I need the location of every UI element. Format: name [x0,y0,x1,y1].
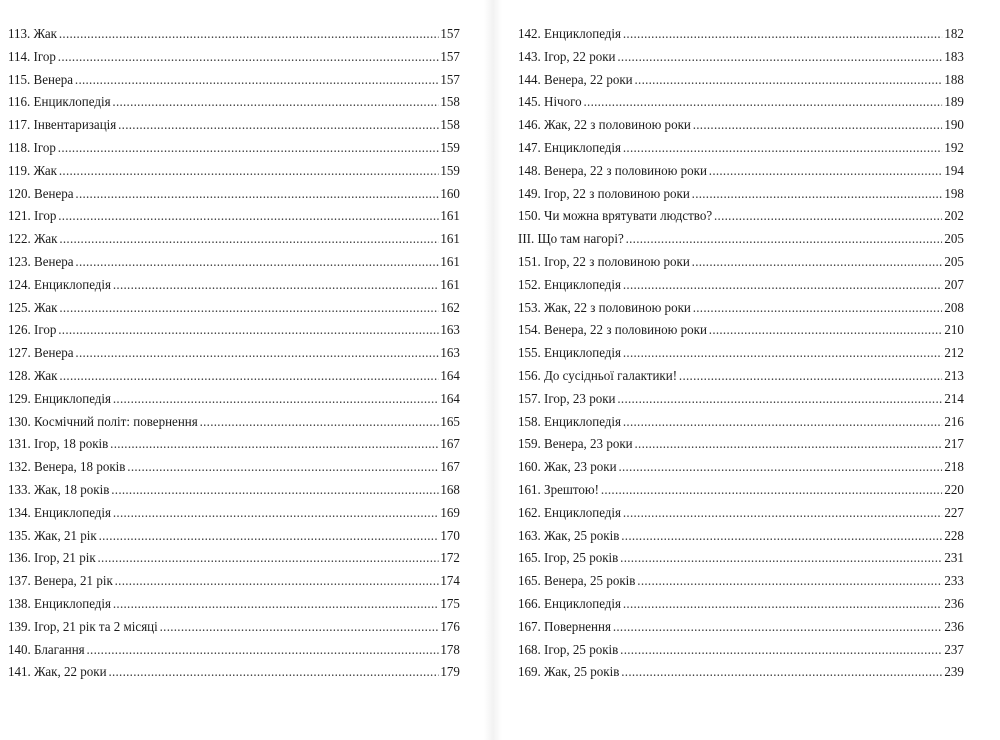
toc-entry [518,457,964,480]
dot-leader [634,70,942,93]
toc-entry-title: 146. Жак, 22 з половиною роки [518,118,691,134]
toc-entry-title: 141. Жак, 22 роки [8,665,107,681]
toc-entry-title: 130. Космічний політ: повернення [8,414,198,430]
dot-leader [626,229,943,252]
toc-entry-page: 162 [440,300,460,316]
toc-entry-page: 157 [440,72,460,88]
toc-entry-page: 239 [944,665,964,681]
toc-entry-page: 208 [944,300,964,316]
toc-entry [8,343,460,366]
toc-entry-title: 159. Венера, 23 роки [518,437,633,453]
toc-entry-title: 167. Повернення [518,619,611,635]
toc-entry-page: 237 [944,642,964,658]
toc-entry-title: 163. Жак, 25 років [518,528,620,544]
dot-leader [623,412,943,435]
toc-entry-title: 149. Ігор, 22 з половиною роки [518,186,690,202]
dot-leader [58,47,439,70]
toc-entry [8,70,460,93]
toc-entry-title: 166. Енциклопедія [518,596,622,612]
toc-entry-page: 189 [944,95,964,111]
toc-entry [8,206,460,229]
toc-entry-title: 122. Жак [8,232,58,248]
toc-entry [8,24,460,47]
toc-entry-page: 213 [944,368,964,384]
dot-leader [679,366,943,389]
toc-entry [8,503,460,526]
toc-entry-page: 165 [440,414,460,430]
toc-entry-page: 168 [440,482,460,498]
toc-entry [518,366,964,389]
toc-entry-page: 233 [944,574,964,590]
toc-entry [8,571,460,594]
dot-leader [621,662,942,685]
dot-leader [113,275,439,298]
dot-leader [692,184,943,207]
toc-entry-title: 126. Ігор [8,323,57,339]
toc-entry [8,161,460,184]
toc-entry-title: 162. Енциклопедія [518,505,622,521]
dot-leader [692,252,943,275]
toc-entry-page: 194 [944,163,964,179]
toc-entry-title: 124. Енциклопедія [8,277,112,293]
toc-entry-page: 163 [440,346,460,362]
dot-leader [58,206,438,229]
toc-entry [518,480,964,503]
toc-entry [8,252,460,275]
toc-entry-page: 207 [944,277,964,293]
toc-entry-page: 167 [440,437,460,453]
toc-entry [518,503,964,526]
dot-leader [623,343,943,366]
book-gutter [484,0,502,740]
toc-entry-title: 154. Венера, 22 з половиною роки [518,323,707,339]
toc-entry [518,640,964,663]
toc-entry-page: 231 [944,551,964,567]
dot-leader [620,640,942,663]
toc-entry [518,161,964,184]
toc-entry-page: 158 [440,118,460,134]
toc-entry-title: 139. Ігор, 21 рік та 2 місяці [8,619,158,635]
toc-entry [8,47,460,70]
toc-entry-title: 140. Благання [8,642,85,658]
toc-entry [518,617,964,640]
dot-leader [59,161,439,184]
toc-entry [518,252,964,275]
toc-entry [518,115,964,138]
toc-entry-page: 183 [944,49,964,65]
dot-leader [693,298,943,321]
dot-leader [693,115,943,138]
toc-entry-page: 178 [440,642,460,658]
dot-leader [113,503,439,526]
dot-leader [714,206,942,229]
toc-entry [518,184,964,207]
dot-leader [59,298,438,321]
toc-entry-title: 113. Жак [8,27,58,42]
toc-entry-title: 153. Жак, 22 з половиною роки [518,300,691,316]
toc-entry-title: 161. Зрештою! [518,482,599,498]
toc-entry-page: 236 [944,619,964,635]
dot-leader [620,548,942,571]
toc-entry-title: 118. Ігор [8,140,56,156]
dot-leader [112,92,438,115]
toc-entry [518,548,964,571]
toc-entry-title: 147. Енциклопедія [518,140,622,156]
toc-entry [518,434,964,457]
dot-leader [98,548,439,571]
dot-leader [75,184,438,207]
dot-leader [623,138,943,161]
toc-entry-page: 198 [944,186,964,202]
dot-leader [110,434,438,457]
toc-entry-title: 121. Ігор [8,209,57,225]
toc-entry-page: 190 [944,118,964,134]
dot-leader [617,47,942,70]
dot-leader [709,161,943,184]
toc-entry [8,662,460,685]
dot-leader [623,275,943,298]
toc-entry [518,412,964,435]
toc-entry-page: 227 [944,505,964,521]
dot-leader [58,138,439,161]
dot-leader [75,70,439,93]
dot-leader [87,640,439,663]
toc-entry-title: 168. Ігор, 25 років [518,642,619,658]
toc-entry-title: 145. Нічого [518,95,582,111]
toc-entry-title: 125. Жак [8,300,58,316]
toc-entry-page: 174 [440,574,460,590]
toc-entry-page: 157 [440,27,460,42]
toc-entry-title: 131. Ігор, 18 років [8,437,109,453]
toc-entry-title: 128. Жак [8,368,58,384]
toc-entry [8,412,460,435]
dot-leader [621,526,942,549]
dot-leader [113,389,439,412]
toc-entry [8,640,460,663]
toc-entry [8,115,460,138]
toc-entry-page: 160 [440,186,460,202]
dot-leader [115,571,439,594]
toc-entry-page: 202 [944,209,964,225]
toc-entry [8,92,460,115]
toc-entry-page: 158 [440,95,460,111]
toc-entry-page: 217 [944,437,964,453]
dot-leader [127,457,438,480]
toc-entry-page: 159 [440,140,460,156]
toc-entry-title: 157. Ігор, 23 роки [518,391,616,407]
toc-entry-page: 164 [440,391,460,407]
toc-right-column [518,24,964,685]
toc-entry [518,24,964,47]
dot-leader [160,617,439,640]
toc-entry-title: 150. Чи можна врятувати людство? [518,209,713,225]
toc-entry-title: III. Що там нагорі? [518,232,624,248]
dot-leader [623,24,943,47]
toc-entry-title: 117. Інвентаризація [8,118,117,134]
dot-leader [613,617,943,640]
toc-entry-title: 148. Венера, 22 з половиною роки [518,163,707,179]
toc-entry-page: 210 [944,323,964,339]
dot-leader [111,480,438,503]
toc-entry-page: 163 [440,323,460,339]
dot-leader [99,526,439,549]
toc-entry-title: 158. Енциклопедія [518,414,622,430]
toc-entry-title: 116. Енциклопедія [8,95,111,111]
toc-entry-title: 119. Жак [8,163,58,179]
dot-leader [623,503,943,526]
toc-entry-page: 175 [440,596,460,612]
toc-entry-page: 228 [944,528,964,544]
toc-entry [518,70,964,93]
toc-entry [518,526,964,549]
toc-entry [518,275,964,298]
toc-entry-title: 144. Венера, 22 роки [518,72,633,88]
toc-entry [518,571,964,594]
toc-entry-page: 214 [944,391,964,407]
dot-leader [59,366,438,389]
toc-entry [8,184,460,207]
dot-leader [617,389,942,412]
toc-entry [8,138,460,161]
toc-entry-page: 192 [944,140,964,156]
toc-entry-page: 159 [440,163,460,179]
toc-entry-page: 236 [944,596,964,612]
toc-entry [8,320,460,343]
toc-entry [518,206,964,229]
toc-entry-title: 138. Енциклопедія [8,596,112,612]
toc-entry [8,366,460,389]
toc-entry-page: 179 [440,665,460,681]
toc-entry [8,298,460,321]
toc-entry-page: 164 [440,368,460,384]
toc-entry [518,389,964,412]
toc-entry-title: 137. Венера, 21 рік [8,574,113,590]
dot-leader [58,320,438,343]
toc-entry-page: 161 [440,277,460,293]
toc-entry-title: 152. Енциклопедія [518,277,622,293]
toc-entry-title: 115. Венера [8,72,74,88]
toc-entry-title: 123. Венера [8,254,74,270]
toc-entry [518,662,964,685]
dot-leader [200,412,439,435]
toc-entry-page: 161 [440,232,460,248]
toc-entry-page: 218 [944,460,964,476]
dot-leader [75,252,438,275]
toc-entry [518,343,964,366]
toc-entry-page: 161 [440,209,460,225]
toc-entry [518,594,964,617]
toc-entry-title: 160. Жак, 23 роки [518,460,617,476]
toc-entry-page: 220 [944,482,964,498]
toc-entry-title: 129. Енциклопедія [8,391,112,407]
toc-entry-page: 170 [440,528,460,544]
toc-entry-page: 205 [944,232,964,248]
dot-leader [118,115,438,138]
toc-entry-page: 172 [440,551,460,567]
toc-entry-title: 134. Енциклопедія [8,505,112,521]
toc-entry [8,275,460,298]
toc-entry-page: 167 [440,460,460,476]
toc-entry-page: 182 [944,27,964,42]
toc-entry-page: 169 [440,505,460,521]
toc-entry-title: 136. Ігор, 21 рік [8,551,96,567]
toc-entry-title: 143. Ігор, 22 роки [518,49,616,65]
dot-leader [618,457,942,480]
toc-entry-title: 155. Енциклопедія [518,346,622,362]
toc-entry-title: 169. Жак, 25 років [518,665,620,681]
dot-leader [59,229,438,252]
dot-leader [75,343,438,366]
toc-entry-title: 156. До сусідньої галактики! [518,368,678,384]
toc-entry-page: 212 [944,346,964,362]
toc-entry [8,548,460,571]
toc-entry-title: 165. Ігор, 25 років [518,551,619,567]
toc-entry-title: 114. Ігор [8,49,56,65]
dot-leader [584,92,943,115]
toc-entry-page: 161 [440,254,460,270]
toc-entry-page: 176 [440,619,460,635]
toc-entry [518,229,964,252]
toc-entry [518,92,964,115]
toc-entry-title: 127. Венера [8,346,74,362]
toc-entry [518,298,964,321]
toc-entry-title: 120. Венера [8,186,74,202]
dot-leader [637,571,942,594]
toc-entry-title: 135. Жак, 21 рік [8,528,97,544]
toc-entry-page: 157 [440,49,460,65]
toc-entry [8,229,460,252]
toc-entry-page: 188 [944,72,964,88]
toc-entry-title: 132. Венера, 18 років [8,460,126,476]
toc-entry-title: 133. Жак, 18 років [8,482,110,498]
dot-leader [108,662,438,685]
toc-entry [8,480,460,503]
toc-entry-title: 165. Венера, 25 років [518,574,636,590]
toc-left-column [8,24,460,685]
toc-entry [518,320,964,343]
toc-entry-page: 216 [944,414,964,430]
dot-leader [634,434,942,457]
dot-leader [59,24,439,47]
toc-entry [8,617,460,640]
dot-leader [113,594,439,617]
toc-entry [8,594,460,617]
toc-entry-title: 151. Ігор, 22 з половиною роки [518,254,690,270]
toc-entry [8,457,460,480]
dot-leader [623,594,943,617]
toc-entry [8,434,460,457]
toc-entry-title: 142. Енциклопедія [518,27,622,42]
toc-entry [518,138,964,161]
toc-entry [8,389,460,412]
dot-leader [601,480,943,503]
toc-entry-page: 205 [944,254,964,270]
dot-leader [709,320,943,343]
toc-entry [8,526,460,549]
toc-entry [518,47,964,70]
